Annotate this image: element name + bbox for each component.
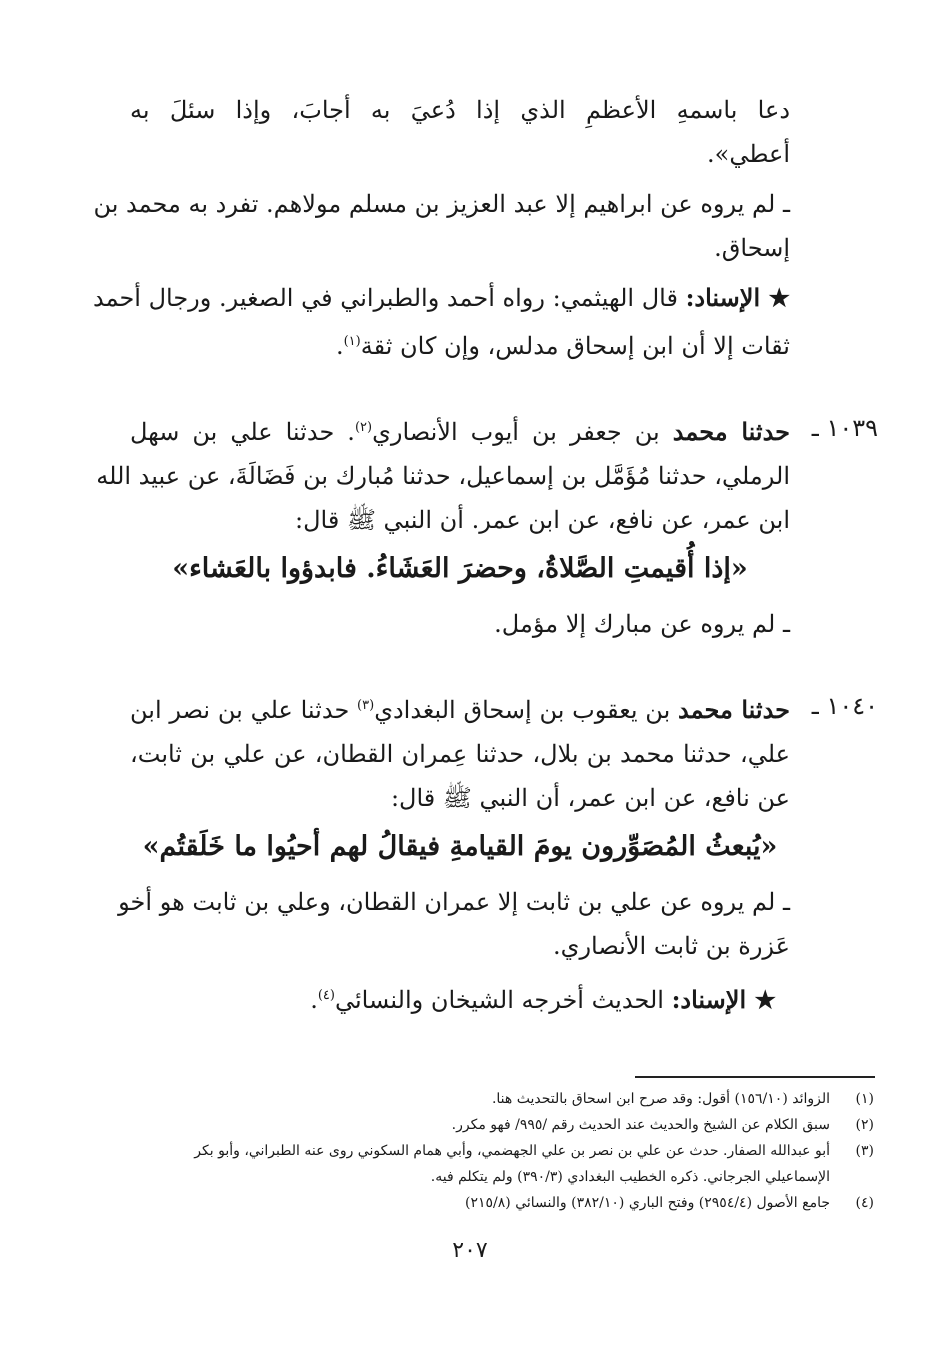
text-line: [130, 406, 790, 454]
chain-text: . حدثنا علي بن سهل: [130, 418, 355, 446]
isnad-text: قال الهيثمي: رواه أحمد والطبراني في الصغير. ورجال أحمد: [92, 284, 678, 312]
footnote-text: سبق الكلام عن الشيخ والحديث عند الحديث رقم /٩٩٥/ فهو مكرر.: [451, 1117, 830, 1133]
footnote-text: جامع الأصول (٢٩٥٤/٤) وفتح الباري (٣٨٢/١٠) والنسائي (٢١٥/٨): [465, 1195, 830, 1211]
isnad-line: [130, 320, 790, 368]
hadith-note: عَزرة بن ثابت الأنصاري.: [553, 932, 790, 960]
page-body: [92, 88, 878, 1022]
text-line: ابن عمر، عن نافع، عن ابن عمر. أن النبي ﷺ قال:: [295, 506, 790, 534]
hadith-number: ١٠٣٩ ـ: [811, 414, 878, 442]
text-line: دعا باسمهِ الأعظمِ الذي إذا دُعيَ به أجابَ، وإذا سئلَ به: [130, 96, 790, 124]
text-line: [130, 684, 790, 732]
footnote-ref[interactable]: (٤): [317, 988, 335, 1003]
hadith-text: «إذا أُقيمتِ الصَّلاةُ، وحضرَ العَشَاءُ. فابدؤوا بالعَشاء»: [172, 553, 748, 584]
footnotes: [134, 1086, 874, 1216]
text-line: علي، حدثنا محمد بن بلال، حدثنا عِمران القطان، عن علي بن ثابت،: [130, 740, 790, 768]
footnote: [134, 1112, 874, 1138]
text-line: أعطي».: [707, 140, 790, 168]
chain-text: بن يعقوب بن إسحاق البغدادي: [374, 696, 671, 724]
hadith-entry-1040: [118, 684, 878, 968]
text-line: ـ لم يروه عن ابراهيم إلا عبد العزيز بن مسلم مولاهم. تفرد به محمد بن: [93, 190, 790, 218]
footnote-divider: [635, 1076, 875, 1078]
footnote-number: (٣): [855, 1143, 874, 1159]
punctuation: .: [335, 332, 344, 360]
footnote-ref[interactable]: (٣): [357, 698, 375, 713]
hadith-text: «يُبعثُ المُصَوِّرون يومَ القيامةِ فيقالُ لهم أحيُوا ما خَلَقتُم»: [142, 831, 778, 862]
footnote-ref[interactable]: (١): [343, 334, 361, 349]
isnad-label: ★ الإسناد:: [671, 985, 776, 1014]
footnote-number: (٤): [855, 1195, 874, 1211]
isnad-line: [92, 276, 790, 320]
chain-lead: حدثنا محمد: [672, 417, 790, 446]
text-line: عن نافع، عن ابن عمر، أن النبي ﷺ قال:: [390, 784, 790, 812]
footnote-number: (٢): [855, 1117, 874, 1133]
hadith-number: ١٠٤٠ ـ: [811, 692, 878, 720]
text-line: إسحاق.: [714, 234, 790, 262]
page-number: ٢٠٧: [452, 1238, 488, 1263]
punctuation: .: [310, 986, 318, 1014]
footnote: [134, 1190, 874, 1216]
footnote-text: الإسماعيلي الجرجاني. ذكره الخطيب البغدادي (٣٩٠/٣) ولم يتكلم فيه.: [430, 1169, 830, 1185]
isnad-text: الحديث أخرجه الشيخان والنسائي: [334, 986, 664, 1014]
text-line: الرملي، حدثنا مُؤَمَّل بن إسماعيل، حدثنا مُبارك بن فَضَالَةَ، عن عبيد الله: [96, 462, 790, 490]
footnote: [134, 1164, 874, 1190]
chain-text: حدثنا علي بن نصر ابن: [130, 696, 358, 724]
footnote-text: أبو عبدالله الصفار. حدث عن علي بن نصر بن علي الجهضمي، وأبي همام السكوني روى عنه الطبراني، وأبو بكر: [194, 1143, 830, 1159]
hadith-note: ـ لم يروه عن علي بن ثابت إلا عمران القطان، وعلي بن ثابت هو أخو: [118, 888, 790, 916]
chain-text: بن جعفر بن أيوب الأنصاري: [372, 418, 660, 446]
isnad-text: ثقات إلا أن ابن إسحاق مدلس، وإن كان ثقة: [360, 332, 790, 360]
footnote-text: الزوائد (١٥٦/١٠) أقول: وقد صرح ابن اسحاق بالتحديث هنا.: [491, 1091, 830, 1107]
footnote: [134, 1086, 874, 1112]
footnote-number: (١): [855, 1091, 874, 1107]
footnote-ref[interactable]: (٢): [354, 420, 373, 435]
isnad-line: [130, 974, 790, 1022]
chain-lead: حدثنا محمد: [678, 695, 791, 724]
isnad-label: ★ الإسناد:: [685, 283, 790, 312]
hadith-note: ـ لم يروه عن مبارك إلا مؤمل.: [494, 610, 790, 638]
hadith-entry-1039: [96, 406, 878, 646]
footnote: [134, 1138, 874, 1164]
